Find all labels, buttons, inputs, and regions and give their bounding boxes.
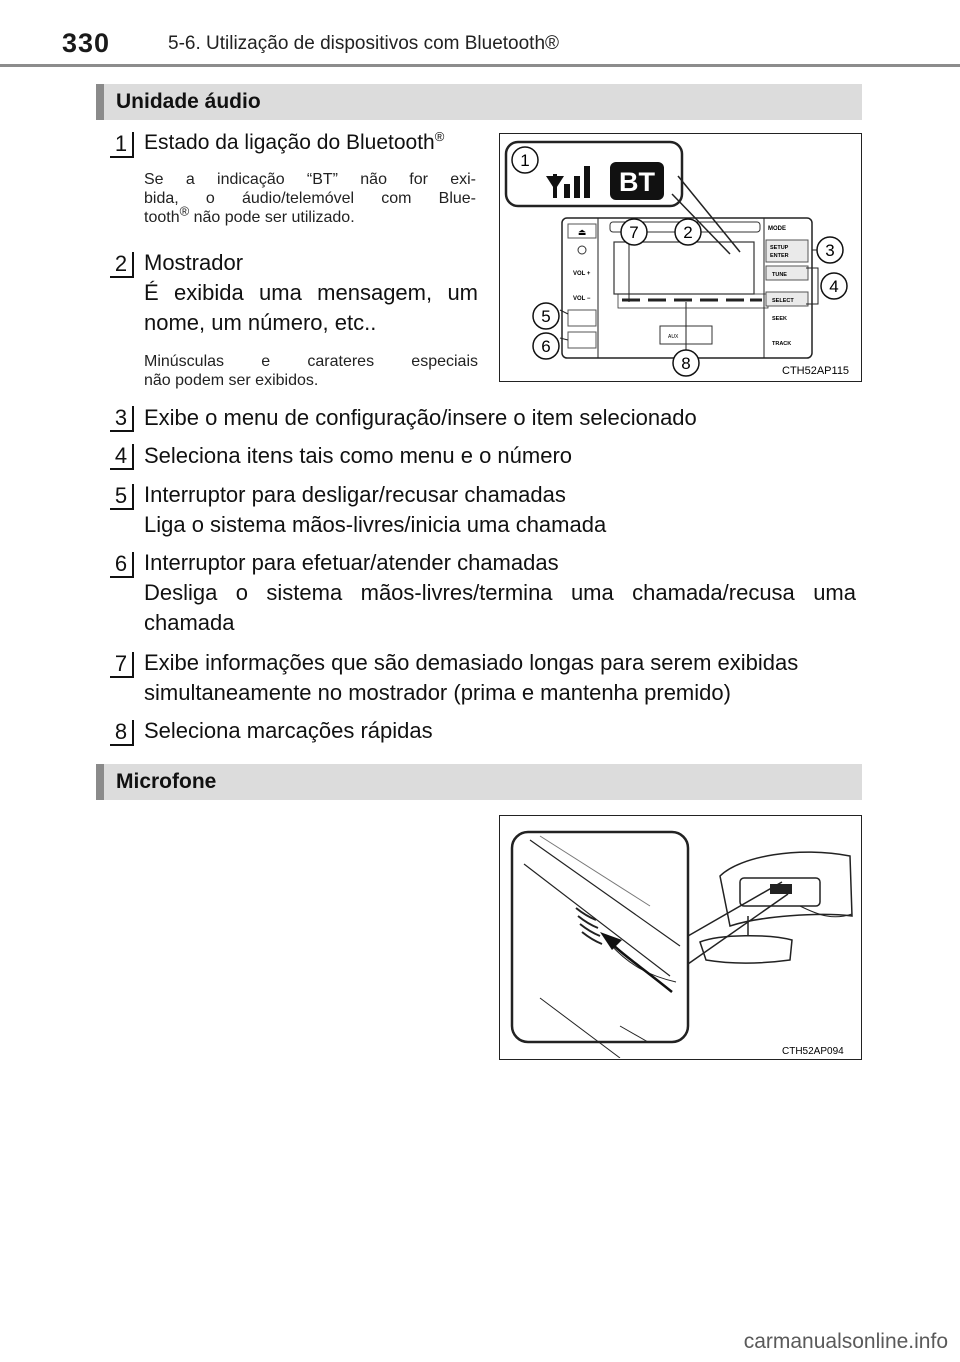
- item-number-badge: 3: [110, 406, 134, 432]
- callout-3: 3: [825, 241, 835, 260]
- callout-7: 7: [629, 223, 639, 242]
- callout-2: 2: [683, 223, 693, 242]
- item-text: Exibe o menu de configuração/insere o item selecionado: [144, 405, 697, 430]
- bt-label: BT: [619, 167, 655, 197]
- item-number-badge: 2: [110, 252, 134, 278]
- enter-label: ENTER: [770, 253, 789, 259]
- item-text: Mostrador É exibida uma mensagem, um nome, um número, etc..: [144, 250, 478, 335]
- section-header-microphone: [96, 764, 862, 800]
- section-title: Unidade áudio: [116, 90, 261, 113]
- watermark: carmanualsonline.info: [743, 1330, 948, 1353]
- item-number-badge: 1: [110, 132, 134, 158]
- figure-code: CTH52AP094: [782, 1046, 844, 1057]
- callout-4: 4: [829, 277, 839, 296]
- item-note: Minúsculas e carateres especiais não podem ser exibidos.: [144, 353, 478, 389]
- callout-6: 6: [541, 337, 551, 356]
- callout-1: 1: [520, 151, 530, 170]
- page-number: 330: [62, 28, 111, 58]
- section-header-audio: [96, 84, 862, 120]
- item-text: Exibe informações que são demasiado longas para serem exibidas simultaneamente no mostrador (prima e mantenha premido): [144, 650, 799, 705]
- item-title: Estado da ligação do Bluetooth®: [144, 129, 445, 154]
- tune-label: TUNE: [772, 272, 787, 278]
- item-number-badge: 8: [110, 720, 134, 746]
- microphone-figure: [499, 815, 862, 1060]
- seek-label: SEEK: [772, 316, 787, 322]
- audio-unit-illustration: [500, 134, 860, 380]
- setup-label: SETUP: [770, 245, 789, 251]
- item-text: Interruptor para efetuar/atender chamadas Desliga o sistema mãos-livres/termina uma chamada/recusa uma chamada: [144, 550, 856, 635]
- header-rule: [0, 64, 960, 67]
- microphone-illustration: [500, 816, 860, 1058]
- chapter-title: 5-6. Utilização de dispositivos com Bluetooth®: [168, 33, 560, 54]
- item-text: Seleciona marcações rápidas: [144, 718, 433, 743]
- section-title: Microfone: [116, 770, 217, 793]
- mode-label: MODE: [768, 226, 786, 232]
- item-text: Seleciona itens tais como menu e o número: [144, 443, 573, 468]
- vol-down-label: VOL −: [573, 296, 591, 302]
- select-label: SELECT: [772, 298, 794, 304]
- callout-5: 5: [541, 307, 551, 326]
- callout-8: 8: [681, 354, 691, 373]
- item-number-badge: 7: [110, 652, 134, 678]
- item-number-badge: 5: [110, 484, 134, 510]
- audio-unit-figure: [499, 133, 862, 382]
- vol-up-label: VOL +: [573, 271, 591, 277]
- item-number-badge: 4: [110, 444, 134, 470]
- aux-label: AUX: [668, 334, 679, 340]
- item-text: Interruptor para desligar/recusar chamadas Liga o sistema mãos-livres/inicia uma chamada: [144, 482, 607, 537]
- track-label: TRACK: [772, 341, 792, 347]
- figure-code: CTH52AP115: [782, 365, 850, 377]
- svg-text:⏏: ⏏: [577, 228, 587, 238]
- item-number-badge: 6: [110, 552, 134, 578]
- item-note: Se a indicação “BT” não for exi- bida, o áudio/telemóvel com Blue- tooth® não pode ser utilizado.: [144, 171, 476, 226]
